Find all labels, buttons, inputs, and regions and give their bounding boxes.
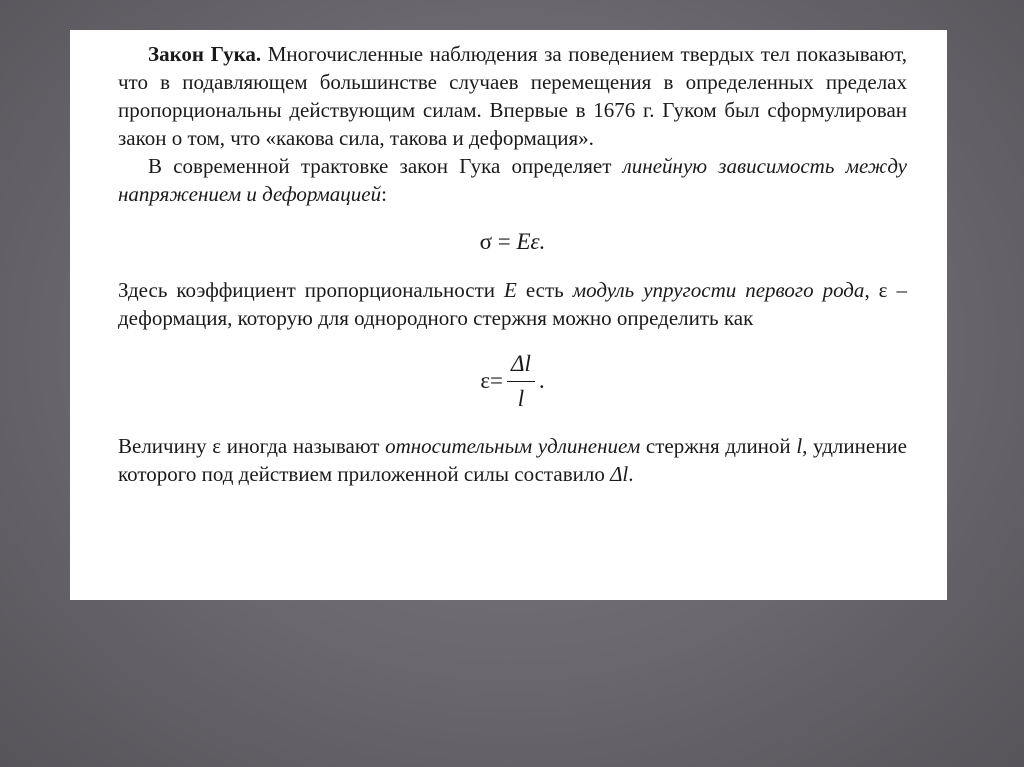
fraction	[507, 349, 535, 414]
paragraph-text: .	[628, 462, 634, 486]
italic-term: относительным удлинением	[385, 434, 641, 458]
symbol-delta-l: Δl	[610, 462, 629, 486]
paragraph-coefficient	[118, 276, 907, 332]
fraction-denominator: l	[517, 385, 525, 411]
paragraph-hooke-law-intro	[118, 40, 907, 152]
paragraph-text: есть	[516, 278, 573, 302]
italic-term: модуль упругости первого рода	[572, 278, 865, 302]
paragraph-text: В современной трактовке закон Гука определяет	[148, 154, 623, 178]
formula-lhs: σ	[479, 229, 493, 254]
formula-equals: =	[490, 368, 503, 393]
symbol-l: l	[796, 434, 803, 458]
document-page	[70, 30, 947, 600]
italic-term: линейную зависимость между напряжением и деформацией	[118, 154, 907, 206]
formula-tail: .	[538, 368, 545, 393]
paragraph-text: Многочисленные наблюдения за поведением твердых тел показывают, что в подавляющем большинстве случаев перемещения в определенных пределах пропорциональны действующим силам. Впервые в 1676 г. Гуком был сформулирован закон о том, что «какова сила, такова и деформация».	[118, 42, 907, 150]
paragraph-relative-elongation	[118, 432, 907, 488]
paragraph-text: стержня длиной	[640, 434, 797, 458]
fraction-numerator: Δl	[507, 349, 535, 382]
formula-relative-elongation	[118, 336, 907, 426]
formula-stress-strain	[118, 220, 907, 264]
paragraph-text: , удлинение которого под действием приложенной силы составило	[118, 434, 907, 486]
formula-rhs: Eε.	[516, 229, 546, 254]
symbol-E: E	[504, 278, 517, 302]
formula-equals: =	[492, 229, 517, 254]
formula-lhs: ε	[480, 368, 491, 393]
paragraph-modern-interpretation	[118, 152, 907, 208]
paragraph-text: Величину ε иногда называют	[118, 434, 386, 458]
paragraph-text: , ε – деформация, которую для однородного стержня можно определить как	[118, 278, 908, 330]
section-heading: Закон Гука.	[148, 42, 262, 66]
paragraph-text: :	[381, 182, 387, 206]
paragraph-text: Здесь коэффициент пропорциональности	[118, 278, 504, 302]
